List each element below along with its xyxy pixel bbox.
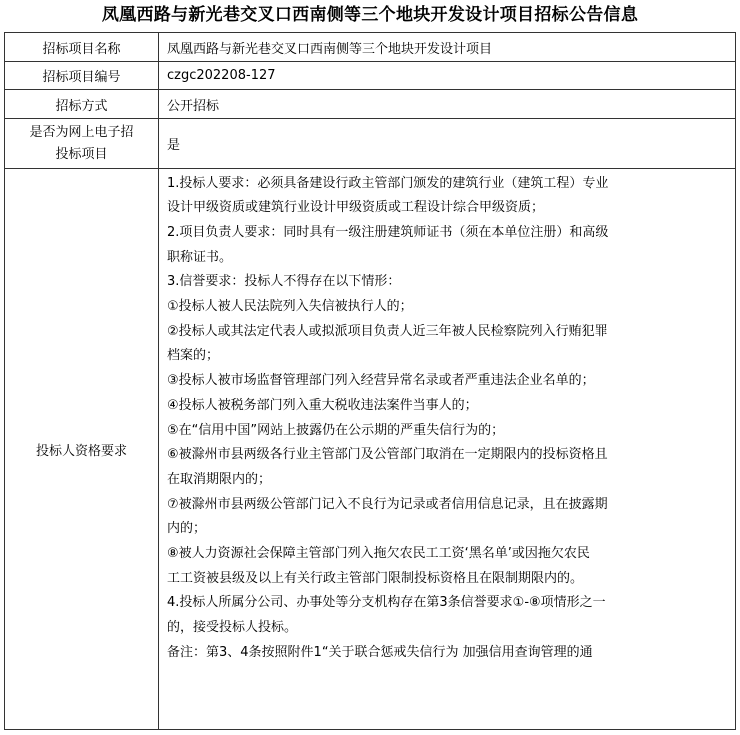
requirement-line: 的，接受投标人投标。 (167, 620, 298, 636)
project-name-value: 凤凰西路与新光巷交叉口西南侧等三个地块开发设计项目 (159, 33, 736, 62)
qualification-content (159, 169, 736, 730)
requirement-line: 备注：第3、4条按照附件1“关于联合惩戒失信行为 加强信用查询管理的通 (167, 644, 593, 660)
tender-method-value: 公开招标 (159, 90, 736, 119)
project-number-label: 招标项目编号 (5, 62, 159, 90)
requirement-line: 3.信誉要求：投标人不得存在以下情形： (167, 274, 401, 290)
requirement-line: 档案的； (167, 348, 220, 364)
requirement-line: ④投标人被税务部门列入重大税收违法案件当事人的； (167, 397, 478, 413)
requirement-line: 工工资被县级及以上有关行政主管部门限制投标资格且在限制期限内的。 (167, 570, 584, 586)
online-bidding-label (5, 119, 159, 169)
page-title: 凤凰西路与新光巷交叉口西南侧等三个地块开发设计项目招标公告信息 (101, 5, 639, 25)
table-row (5, 62, 736, 90)
tender-method-label: 招标方式 (5, 90, 159, 119)
requirement-line: 1.投标人要求：必须具备建设行政主管部门颁发的建筑行业（建筑工程）专业 (167, 175, 609, 191)
requirement-line: ⑧被人力资源社会保障主管部门列入拖欠农民工工资‘黑名单’或因拖欠农民 (167, 546, 590, 562)
requirement-line: ⑤在“信用中国”网站上披露仍在公示期的严重失信行为的； (167, 422, 505, 438)
qualification-label: 投标人资格要求 (5, 169, 159, 730)
online-bidding-label-line2: 投标项目 (55, 146, 108, 162)
table-row (5, 169, 736, 730)
table-row (5, 90, 736, 119)
requirement-line: 职称证书。 (167, 249, 233, 265)
requirement-line: ⑦被滁州市县两级公管部门记入不良行为记录或者信用信息记录，且在披露期 (167, 496, 608, 512)
table-row (5, 119, 736, 169)
requirement-line: ⑥被滁州市县两级各行业主管部门及公管部门取消在一定期限内的投标资格且 (167, 447, 608, 463)
tender-info-table (4, 32, 736, 730)
online-bidding-value: 是 (159, 119, 736, 169)
requirement-line: 内的； (167, 521, 207, 537)
requirements-list (167, 171, 727, 728)
requirement-line: ①投标人被人民法院列入失信被执行人的； (167, 299, 413, 315)
requirement-line: 2.项目负责人要求：同时具有一级注册建筑师证书（须在本单位注册）和高级 (167, 224, 609, 240)
online-bidding-label-line1: 是否为网上电子招 (29, 124, 134, 140)
requirement-line: ③投标人被市场监督管理部门列入经营异常名录或者严重违法企业名单的； (167, 373, 595, 389)
table-row (5, 33, 736, 62)
requirement-line: 设计甲级资质或建筑行业设计甲级资质或工程设计综合甲级资质； (167, 200, 545, 216)
project-number-value: czgc202208-127 (159, 62, 736, 90)
requirement-line: 在取消期限内的； (167, 471, 272, 487)
project-name-label: 招标项目名称 (5, 33, 159, 62)
requirement-line: 4.投标人所属分公司、办事处等分支机构存在第3条信誉要求①-⑧项情形之一 (167, 595, 606, 611)
requirement-line: ②投标人或其法定代表人或拟派项目负责人近三年被人民检察院列入行贿犯罪 (167, 323, 608, 339)
